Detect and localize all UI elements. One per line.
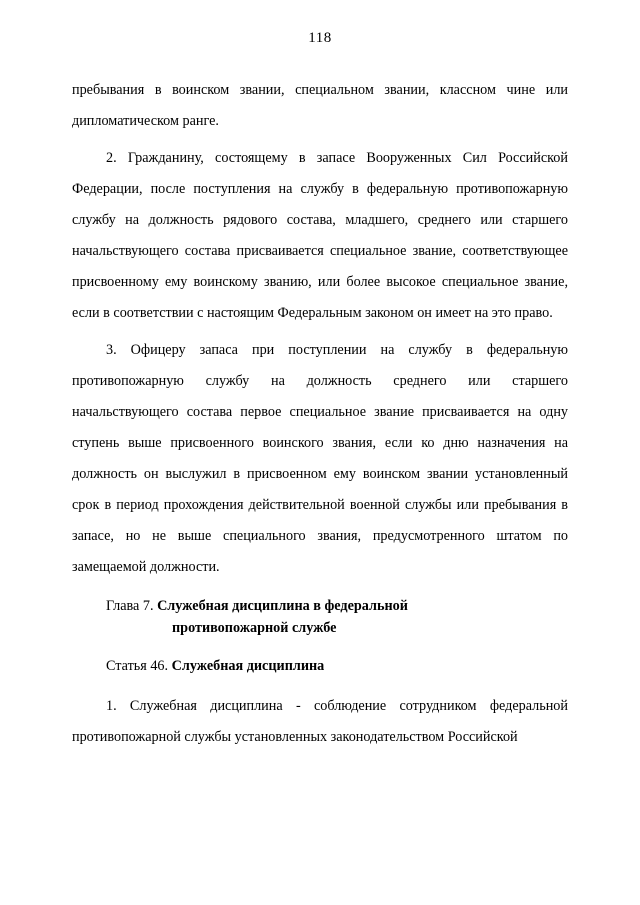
paragraph-item-1-after: 1. Служебная дисциплина - соблюдение сотрудником федеральной противопожарной службы установленных законодательством Российской	[72, 698, 568, 745]
page-number: 118	[308, 30, 332, 46]
chapter-heading-line-1	[106, 595, 568, 617]
chapter-heading	[72, 595, 568, 639]
article-heading	[72, 655, 568, 677]
paragraph-item-2: 2. Гражданину, состоящему в запасе Вооруженных Сил Российской Федерации, после поступления на службу в федеральную противопожарную службу на должность рядового состава, младшего, среднего или старшего начальствующего состава присваивается специальное звание, соответствующее присвоенному ему воинскому званию, или более высокое специальное звание, если в соответствии с настоящим Федеральным законом он имеет на это право.	[72, 150, 568, 321]
chapter-label: Глава 7.	[106, 598, 154, 614]
article-label: Статья 46.	[106, 658, 169, 674]
chapter-title-line-2: противопожарной службе	[172, 620, 337, 636]
chapter-title-line-1: Служебная дисциплина в федеральной	[157, 598, 408, 614]
paragraph-item-3: 3. Офицеру запаса при поступлении на службу в федеральную противопожарную службу на должность среднего или старшего начальствующего состава первое специальное звание присваивается на одну ступень выше присвоенного воинского звания, если ко дню назначения на должность он выслужил в присвоенном ему воинском звании установленный срок в период прохождения действительной военной службы или пребывания в запасе, но не выше специального звания, предусмотренного штатом по замещаемой должности.	[72, 342, 568, 575]
paragraph-continued: пребывания в воинском звании, специальном звании, классном чине или дипломатическом ранге.	[72, 82, 568, 129]
article-title: Служебная дисциплина	[171, 658, 325, 674]
